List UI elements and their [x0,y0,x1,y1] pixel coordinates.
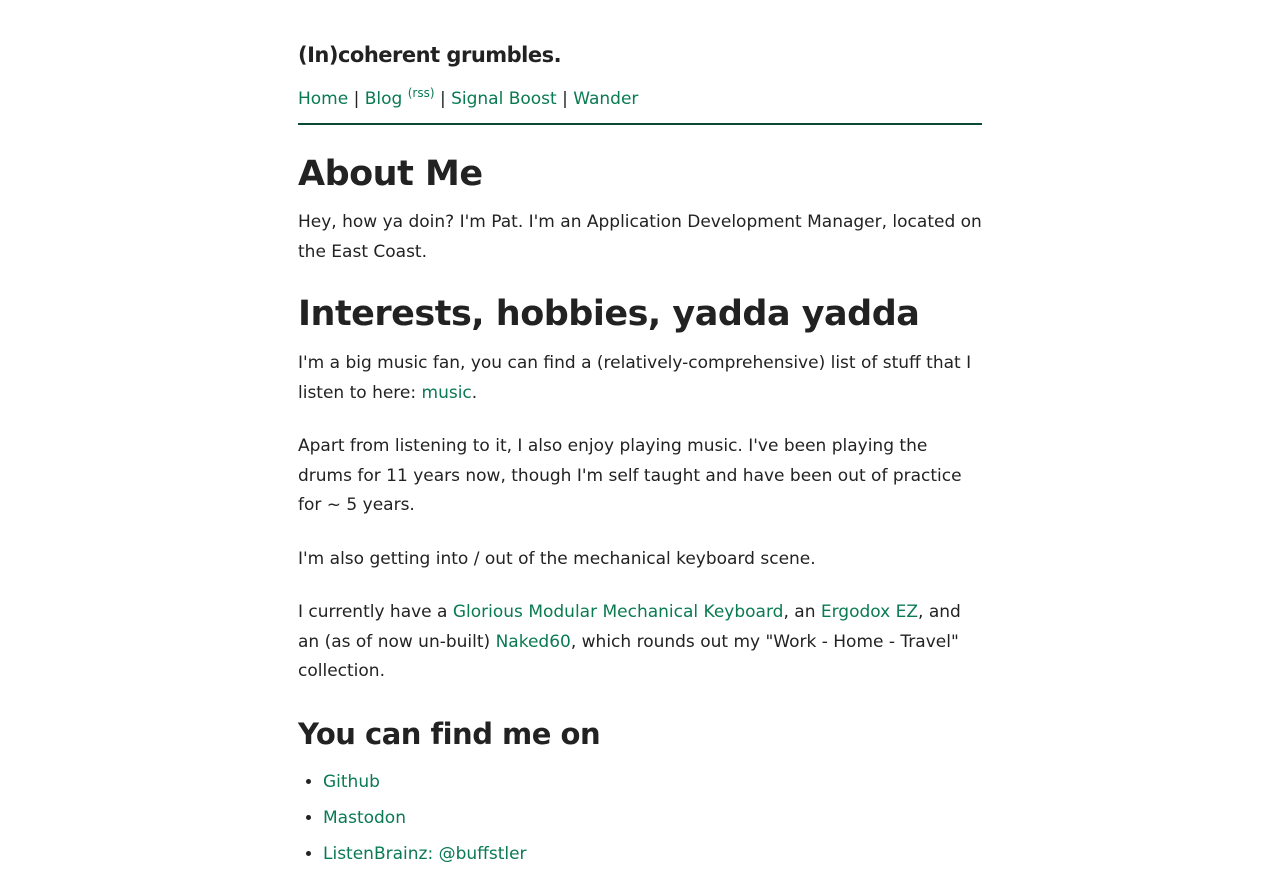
find-me-heading: You can find me on [298,716,601,751]
naked60-link[interactable]: Naked60 [495,631,571,652]
list-item [323,800,982,836]
collection-end: , which rounds out my "Work - Home - Travel" collection. [298,631,959,681]
nav-rss-link[interactable]: (rss) [407,86,435,100]
nav-separator: | [353,89,360,109]
collection-mid2: , and an (as of now un-built) [298,602,961,652]
keyboard-paragraph: I'm also getting into / out of the mechanical keyboard scene. [298,548,816,569]
collection-mid1: , an [783,602,821,622]
list-item [323,836,982,872]
collection-paragraph [298,598,982,687]
nav-home-link[interactable]: Home [298,89,349,109]
collection-start: I currently have a [298,602,453,622]
about-heading: About Me [298,154,483,194]
glorious-keyboard-link[interactable]: Glorious Modular Mechanical Keyboard [452,602,784,622]
drums-paragraph: Apart from listening to it, I also enjoy playing music. I've been playing the drums for 11 years now, though I'm self taught and have been out of practice for ~ 5 years. [298,436,962,515]
main-content [298,150,982,872]
mastodon-link[interactable]: Mastodon [323,807,406,828]
nav-separator: | [439,89,446,109]
music-text: I'm a big music fan, you can find a (relatively-comprehensive) list of stuff that I listen to here: [298,353,972,403]
listenbrainz-link[interactable]: ListenBrainz: @buffstler [323,843,527,864]
music-end: . [471,382,478,403]
github-link[interactable]: Github [323,771,380,792]
main-nav [298,85,982,125]
site-title: (In)coherent grumbles. [298,43,562,67]
nav-wander-link[interactable]: Wander [573,89,639,109]
list-item [323,764,982,800]
find-me-list [298,764,982,872]
about-intro: Hey, how ya doin? I'm Pat. I'm an Application Development Manager, located on the East Coast. [298,212,982,262]
ergodox-link[interactable]: Ergodox EZ [820,602,919,622]
nav-signal-boost-link[interactable]: Signal Boost [451,89,557,109]
music-paragraph [298,349,982,408]
nav-blog-link[interactable]: Blog [364,89,403,109]
interests-heading: Interests, hobbies, yadda yadda [298,294,920,334]
nav-separator: | [562,89,568,109]
music-link[interactable]: music [421,382,472,403]
